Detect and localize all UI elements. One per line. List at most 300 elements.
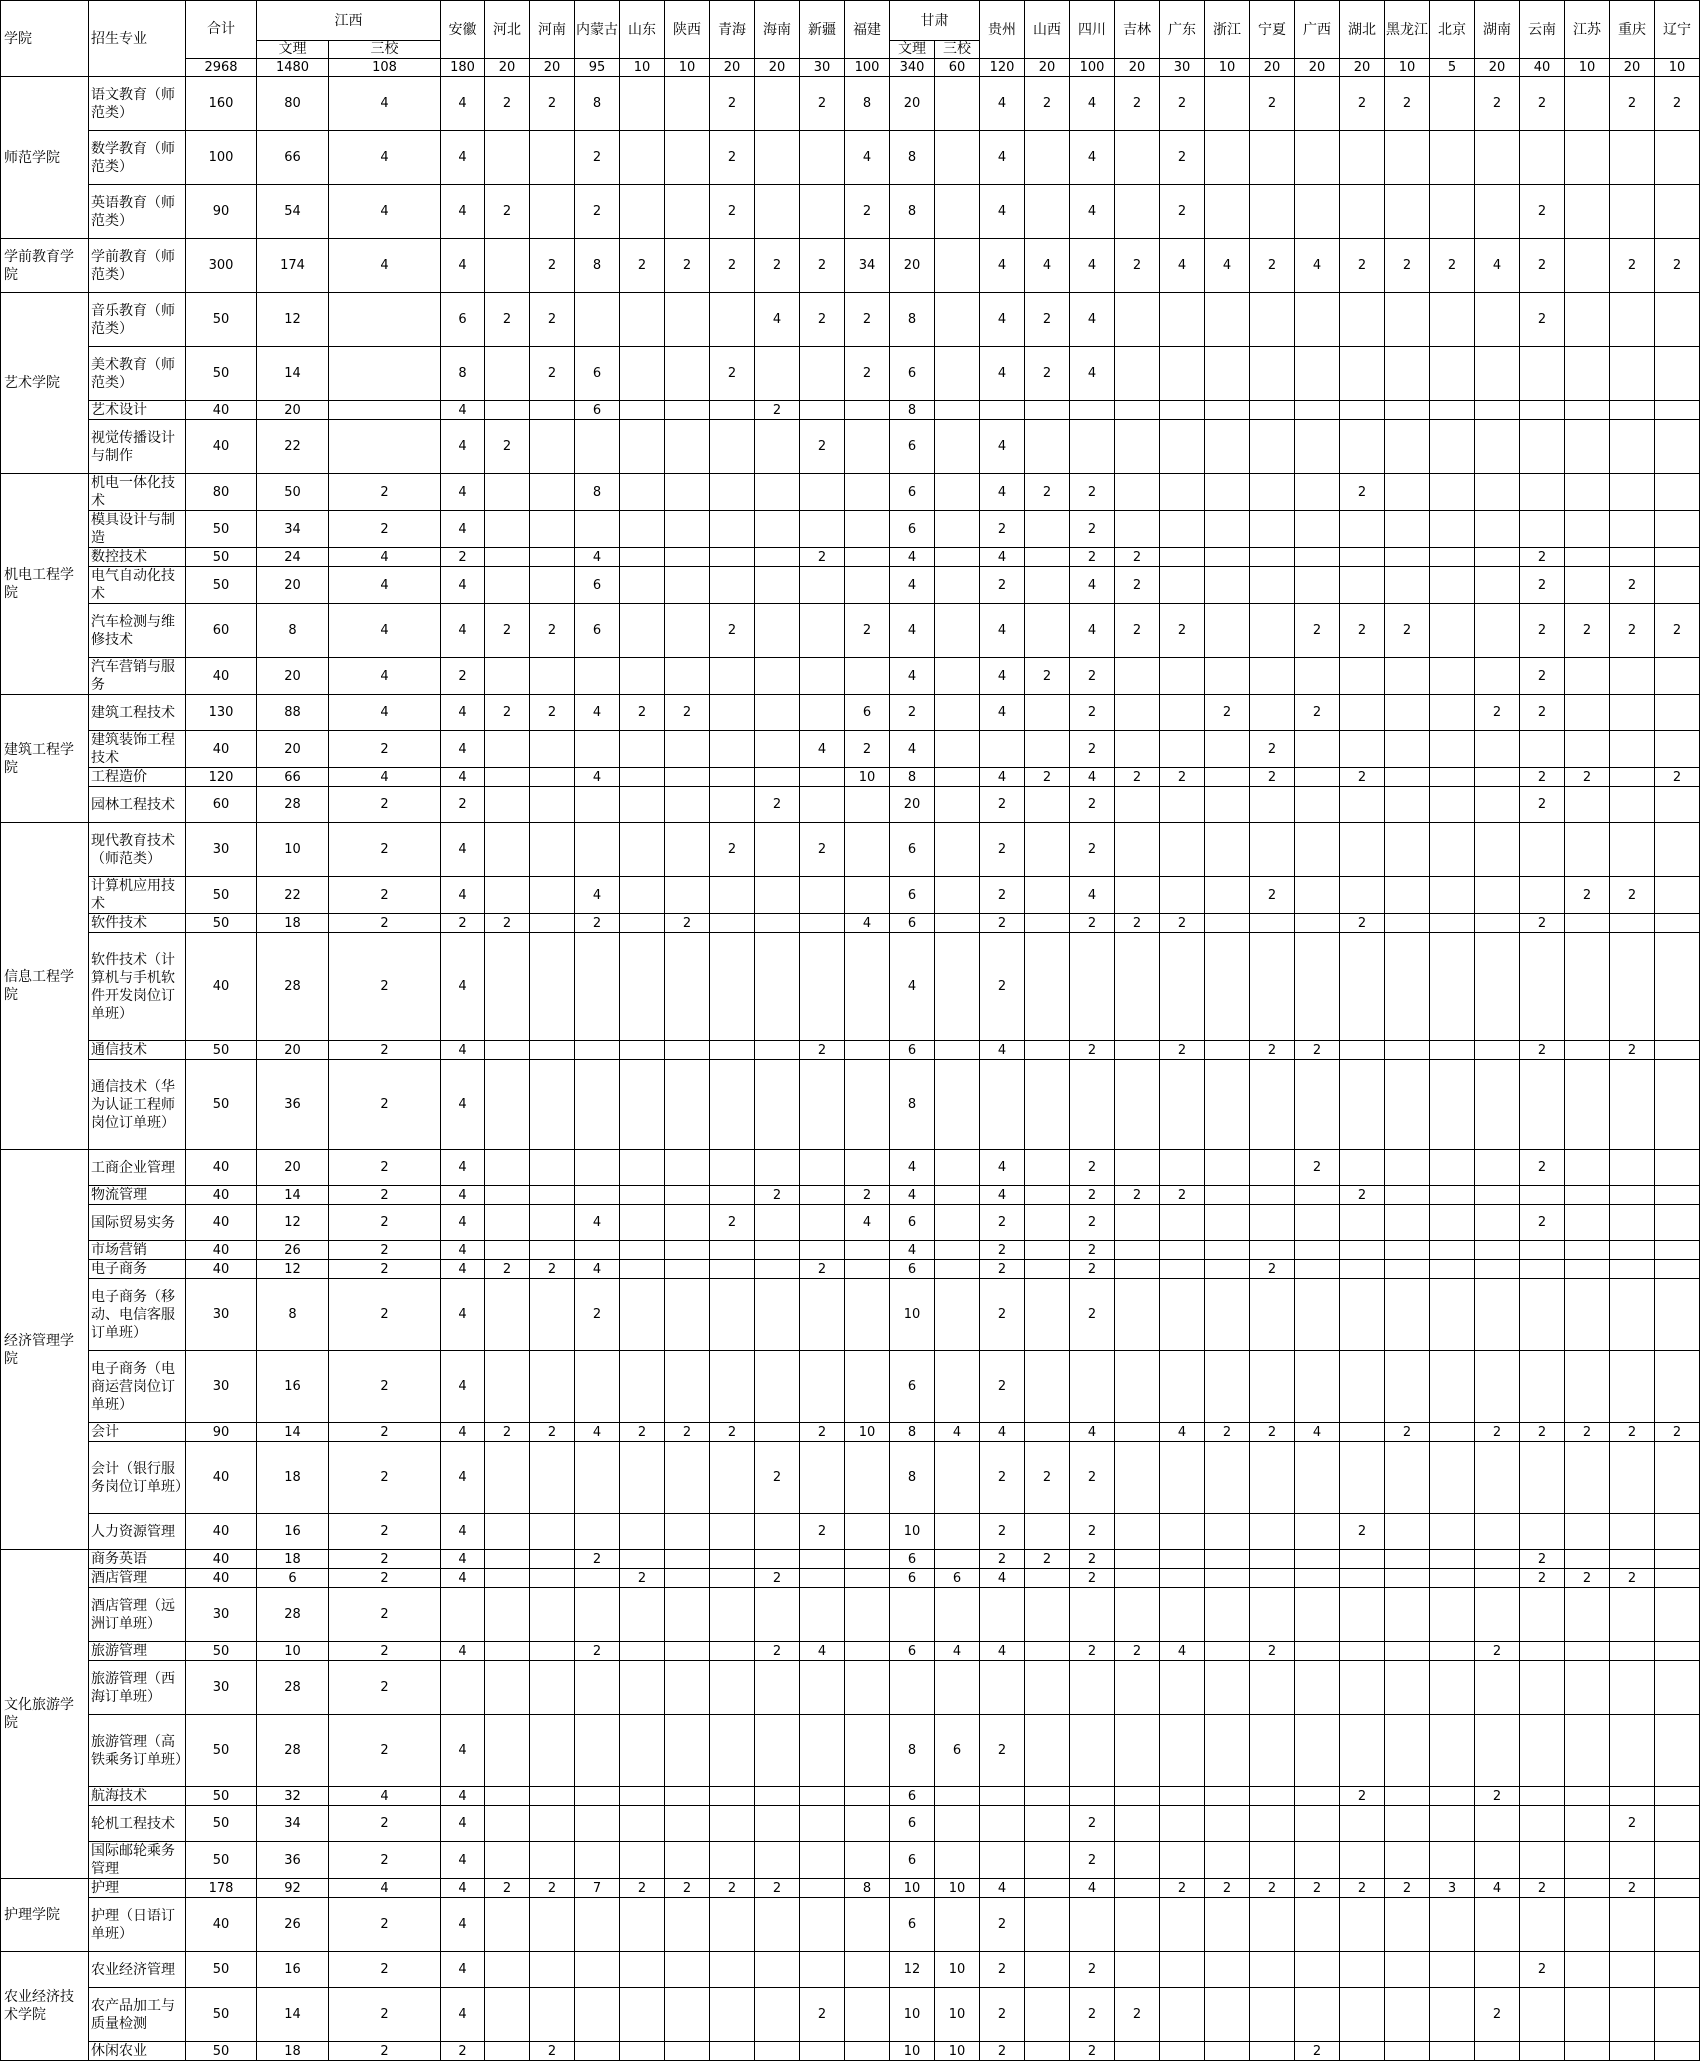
value-cell: 2: [1160, 1879, 1205, 1898]
value-cell: [800, 1569, 845, 1588]
header-row-provinces: [1, 1, 1700, 41]
value-cell: [485, 567, 530, 604]
value-cell: [1475, 1442, 1520, 1514]
value-cell: [710, 1186, 755, 1205]
value-cell: [1565, 511, 1610, 548]
major-name: 学前教育（师范类）: [89, 239, 186, 293]
value-cell: [1070, 1060, 1115, 1150]
value-cell: [980, 1842, 1025, 1879]
value-cell: [1340, 1279, 1385, 1351]
value-cell: [1430, 347, 1475, 401]
value-cell: 2: [1160, 1186, 1205, 1205]
value-cell: [1115, 1442, 1160, 1514]
major-name: 休闲农业: [89, 2042, 186, 2061]
value-cell: 4: [441, 420, 485, 474]
value-cell: [1295, 1952, 1340, 1988]
value-cell: [485, 401, 530, 420]
value-cell: [1385, 474, 1430, 511]
value-cell: [935, 914, 980, 933]
province-12: 贵州: [980, 1, 1025, 59]
value-cell: [620, 768, 665, 787]
value-cell: 4: [800, 1642, 845, 1661]
value-cell: [1205, 1715, 1250, 1787]
value-cell: 34: [257, 1806, 329, 1842]
value-cell: 4: [845, 131, 890, 185]
value-cell: [935, 347, 980, 401]
value-cell: 4: [1475, 239, 1520, 293]
value-cell: [485, 1241, 530, 1260]
value-cell: [620, 1205, 665, 1241]
value-cell: [1610, 1205, 1655, 1241]
value-cell: 2: [1070, 1952, 1115, 1988]
value-cell: [1025, 1041, 1070, 1060]
value-cell: [1250, 1442, 1295, 1514]
value-cell: [1115, 1279, 1160, 1351]
value-cell: 12: [257, 1205, 329, 1241]
value-cell: [1610, 823, 1655, 877]
value-cell: [845, 1550, 890, 1569]
value-cell: 40: [186, 1569, 257, 1588]
value-cell: [755, 1150, 800, 1186]
value-cell: [1115, 1241, 1160, 1260]
value-cell: [1565, 1806, 1610, 1842]
value-cell: 2: [1070, 1514, 1115, 1550]
value-cell: [935, 877, 980, 914]
value-cell: 4: [980, 1569, 1025, 1588]
value-cell: [1475, 1351, 1520, 1423]
value-cell: [1115, 474, 1160, 511]
value-cell: 2: [710, 347, 755, 401]
value-cell: 4: [575, 877, 620, 914]
value-cell: [1655, 658, 1700, 695]
value-cell: 2: [1160, 131, 1205, 185]
value-cell: [1160, 933, 1205, 1041]
value-cell: [620, 1041, 665, 1060]
value-cell: 10: [845, 768, 890, 787]
value-cell: [980, 1806, 1025, 1842]
value-cell: 2: [575, 185, 620, 239]
value-cell: [1205, 2042, 1250, 2061]
value-cell: [755, 658, 800, 695]
value-cell: [1430, 1041, 1475, 1060]
value-cell: [1205, 1588, 1250, 1642]
value-cell: [1655, 1898, 1700, 1952]
table-row: [1, 1806, 1700, 1842]
value-cell: [1610, 1661, 1655, 1715]
value-cell: 14: [257, 347, 329, 401]
value-cell: [710, 1588, 755, 1642]
value-cell: 80: [186, 474, 257, 511]
value-cell: [1520, 1279, 1565, 1351]
value-cell: [935, 401, 980, 420]
value-cell: [530, 1806, 575, 1842]
value-cell: [1115, 1150, 1160, 1186]
value-cell: [1565, 1186, 1610, 1205]
value-cell: 4: [980, 768, 1025, 787]
value-cell: 4: [980, 77, 1025, 131]
value-cell: 2: [755, 787, 800, 823]
value-cell: [620, 1514, 665, 1550]
value-cell: 50: [186, 914, 257, 933]
value-cell: [665, 787, 710, 823]
header-row-quotas: [1, 59, 1700, 77]
major-name: 会计（银行服务岗位订单班）: [89, 1442, 186, 1514]
value-cell: [1025, 1241, 1070, 1260]
value-cell: [710, 1150, 755, 1186]
value-cell: [1475, 933, 1520, 1041]
value-cell: [1115, 2042, 1160, 2061]
value-cell: 4: [329, 695, 441, 731]
value-cell: 2: [575, 1279, 620, 1351]
value-cell: [1025, 604, 1070, 658]
value-cell: [665, 1205, 710, 1241]
value-cell: 2: [1115, 1186, 1160, 1205]
value-cell: [1340, 347, 1385, 401]
value-cell: [1565, 1351, 1610, 1423]
value-cell: 40: [186, 1241, 257, 1260]
value-cell: 4: [980, 474, 1025, 511]
value-cell: [1295, 933, 1340, 1041]
value-cell: [1160, 1898, 1205, 1952]
value-cell: [845, 933, 890, 1041]
quota-cell: 5: [1430, 59, 1475, 77]
value-cell: [1610, 1241, 1655, 1260]
value-cell: [485, 1569, 530, 1588]
value-cell: 6: [890, 420, 935, 474]
value-cell: [1655, 731, 1700, 768]
value-cell: 4: [575, 548, 620, 567]
value-cell: 4: [980, 347, 1025, 401]
value-cell: 20: [257, 658, 329, 695]
value-cell: [1430, 401, 1475, 420]
value-cell: 8: [890, 401, 935, 420]
value-cell: [665, 604, 710, 658]
value-cell: [575, 1514, 620, 1550]
value-cell: 92: [257, 1879, 329, 1898]
value-cell: 2: [1160, 185, 1205, 239]
value-cell: [665, 731, 710, 768]
value-cell: [1565, 401, 1610, 420]
value-cell: 6: [890, 1351, 935, 1423]
value-cell: [1385, 567, 1430, 604]
value-cell: [755, 823, 800, 877]
value-cell: 2: [800, 1041, 845, 1060]
value-cell: [1160, 1842, 1205, 1879]
value-cell: [620, 77, 665, 131]
value-cell: [1430, 823, 1475, 877]
value-cell: [530, 877, 575, 914]
value-cell: [1340, 1988, 1385, 2042]
value-cell: [1160, 658, 1205, 695]
value-cell: [1475, 1514, 1520, 1550]
value-cell: [441, 1661, 485, 1715]
value-cell: [1250, 823, 1295, 877]
value-cell: [1430, 293, 1475, 347]
value-cell: 2: [980, 1205, 1025, 1241]
value-cell: 2: [1250, 1041, 1295, 1060]
value-cell: 2: [755, 1642, 800, 1661]
value-cell: [620, 567, 665, 604]
value-cell: [575, 1241, 620, 1260]
value-cell: 2: [485, 293, 530, 347]
table-row: [1, 420, 1700, 474]
value-cell: [935, 1787, 980, 1806]
value-cell: [1475, 1715, 1520, 1787]
value-cell: 4: [980, 1642, 1025, 1661]
value-cell: [710, 1715, 755, 1787]
value-cell: 2: [800, 823, 845, 877]
value-cell: [1205, 1442, 1250, 1514]
value-cell: [1250, 1241, 1295, 1260]
value-cell: [1565, 1988, 1610, 2042]
value-cell: [1295, 511, 1340, 548]
value-cell: 2: [845, 185, 890, 239]
value-cell: 6: [890, 1260, 935, 1279]
value-cell: [485, 1514, 530, 1550]
value-cell: [800, 474, 845, 511]
major-name: 人力资源管理: [89, 1514, 186, 1550]
quota-cell: 340: [890, 59, 935, 77]
value-cell: 2: [1610, 1879, 1655, 1898]
value-cell: 4: [441, 1514, 485, 1550]
value-cell: 2: [665, 1879, 710, 1898]
value-cell: [665, 1988, 710, 2042]
value-cell: [1385, 511, 1430, 548]
value-cell: [1205, 1186, 1250, 1205]
value-cell: [935, 1279, 980, 1351]
value-cell: [530, 185, 575, 239]
quota-cell: 95: [575, 59, 620, 77]
value-cell: [710, 658, 755, 695]
value-cell: [1295, 1279, 1340, 1351]
province-8: 海南: [755, 1, 800, 59]
value-cell: [980, 1588, 1025, 1642]
value-cell: [935, 731, 980, 768]
value-cell: [1385, 1842, 1430, 1879]
value-cell: [935, 131, 980, 185]
quota-cell: 180: [441, 59, 485, 77]
value-cell: 2: [1115, 604, 1160, 658]
value-cell: [1250, 1588, 1295, 1642]
value-cell: [1565, 1715, 1610, 1787]
value-cell: [665, 877, 710, 914]
value-cell: [1385, 131, 1430, 185]
value-cell: [530, 933, 575, 1041]
value-cell: 4: [441, 1642, 485, 1661]
value-cell: [575, 1588, 620, 1642]
value-cell: 2: [1070, 1041, 1115, 1060]
value-cell: 2: [800, 1988, 845, 2042]
value-cell: [710, 1550, 755, 1569]
value-cell: [1160, 787, 1205, 823]
value-cell: [1385, 293, 1430, 347]
value-cell: [620, 1787, 665, 1806]
value-cell: 6: [890, 914, 935, 933]
value-cell: [1295, 347, 1340, 401]
value-cell: [935, 420, 980, 474]
value-cell: [441, 1588, 485, 1642]
value-cell: [1610, 1060, 1655, 1150]
value-cell: [1475, 1260, 1520, 1279]
value-cell: 2: [980, 877, 1025, 914]
value-cell: [1250, 567, 1295, 604]
value-cell: [1610, 768, 1655, 787]
value-cell: [1340, 1642, 1385, 1661]
value-cell: [575, 1351, 620, 1423]
value-cell: [530, 1442, 575, 1514]
value-cell: 2: [1250, 1879, 1295, 1898]
value-cell: [1025, 1879, 1070, 1898]
major-name: 电子商务（电商运营岗位订单班）: [89, 1351, 186, 1423]
province-27: 辽宁: [1655, 1, 1700, 59]
value-cell: [1655, 567, 1700, 604]
value-cell: [1295, 823, 1340, 877]
value-cell: 2: [329, 1279, 441, 1351]
value-cell: [845, 1279, 890, 1351]
value-cell: [1385, 1442, 1430, 1514]
value-cell: 36: [257, 1060, 329, 1150]
value-cell: [845, 1569, 890, 1588]
value-cell: 2: [1070, 1241, 1115, 1260]
value-cell: [1610, 131, 1655, 185]
value-cell: [1340, 401, 1385, 420]
major-name: 通信技术（华为认证工程师岗位订单班）: [89, 1060, 186, 1150]
value-cell: [1340, 1150, 1385, 1186]
value-cell: 88: [257, 695, 329, 731]
value-cell: [935, 1442, 980, 1514]
value-cell: 2: [1610, 877, 1655, 914]
table-row: [1, 401, 1700, 420]
table-row: [1, 695, 1700, 731]
province-24: 云南: [1520, 1, 1565, 59]
value-cell: [1115, 1898, 1160, 1952]
value-cell: [575, 658, 620, 695]
table-row: [1, 185, 1700, 239]
value-cell: [665, 548, 710, 567]
value-cell: [1430, 567, 1475, 604]
value-cell: [1340, 1241, 1385, 1260]
value-cell: [1205, 1260, 1250, 1279]
province-1: 安徽: [441, 1, 485, 59]
value-cell: 6: [890, 1569, 935, 1588]
value-cell: 4: [441, 1988, 485, 2042]
table-row: [1, 1351, 1700, 1423]
value-cell: 20: [257, 401, 329, 420]
value-cell: 2: [575, 914, 620, 933]
value-cell: 2: [329, 474, 441, 511]
value-cell: [665, 77, 710, 131]
table-row: [1, 914, 1700, 933]
value-cell: [1295, 877, 1340, 914]
value-cell: [755, 1550, 800, 1569]
value-cell: [980, 1787, 1025, 1806]
value-cell: [1160, 1988, 1205, 2042]
table-row: [1, 823, 1700, 877]
value-cell: [1520, 1842, 1565, 1879]
value-cell: 2: [1115, 77, 1160, 131]
value-cell: 2: [1025, 347, 1070, 401]
value-cell: [755, 877, 800, 914]
value-cell: [665, 474, 710, 511]
value-cell: [1205, 1952, 1250, 1988]
value-cell: [710, 768, 755, 787]
major-name: 旅游管理（西海订单班）: [89, 1661, 186, 1715]
value-cell: 4: [441, 1423, 485, 1442]
value-cell: 2: [1070, 1569, 1115, 1588]
value-cell: [710, 695, 755, 731]
value-cell: [1430, 933, 1475, 1041]
value-cell: [1340, 1550, 1385, 1569]
value-cell: [1475, 511, 1520, 548]
value-cell: [575, 1952, 620, 1988]
value-cell: [665, 658, 710, 695]
value-cell: 4: [441, 131, 485, 185]
value-cell: 2: [329, 1588, 441, 1642]
value-cell: [1430, 1351, 1475, 1423]
value-cell: [1385, 1787, 1430, 1806]
value-cell: [620, 474, 665, 511]
value-cell: 2: [665, 914, 710, 933]
value-cell: 4: [1070, 131, 1115, 185]
value-cell: [1025, 1787, 1070, 1806]
value-cell: [935, 695, 980, 731]
value-cell: [1430, 768, 1475, 787]
value-cell: 2: [1520, 567, 1565, 604]
value-cell: [755, 1842, 800, 1879]
value-cell: [1610, 511, 1655, 548]
value-cell: 2: [485, 185, 530, 239]
value-cell: [800, 1879, 845, 1898]
value-cell: [1160, 1351, 1205, 1423]
value-cell: 60: [186, 787, 257, 823]
value-cell: [1160, 511, 1205, 548]
value-cell: [845, 1260, 890, 1279]
value-cell: [1565, 1260, 1610, 1279]
value-cell: 2: [1160, 604, 1205, 658]
value-cell: 2: [1070, 1150, 1115, 1186]
value-cell: [1250, 695, 1295, 731]
value-cell: [1520, 1898, 1565, 1952]
value-cell: [1025, 2042, 1070, 2061]
value-cell: [1565, 567, 1610, 604]
value-cell: 2: [1070, 1550, 1115, 1569]
value-cell: 54: [257, 185, 329, 239]
college-name: 建筑工程学院: [1, 695, 89, 823]
major-name: 语文教育（师范类）: [89, 77, 186, 131]
value-cell: 2: [1520, 1423, 1565, 1442]
value-cell: [1115, 731, 1160, 768]
value-cell: 2: [329, 1514, 441, 1550]
value-cell: 2: [329, 1060, 441, 1150]
table-row: [1, 1715, 1700, 1787]
value-cell: 2: [1115, 1988, 1160, 2042]
table-row: [1, 474, 1700, 511]
value-cell: 2: [1070, 658, 1115, 695]
value-cell: [620, 658, 665, 695]
value-cell: 6: [890, 877, 935, 914]
value-cell: [1250, 548, 1295, 567]
value-cell: 2: [329, 1550, 441, 1569]
value-cell: [935, 1588, 980, 1642]
value-cell: [800, 1150, 845, 1186]
value-cell: [1430, 914, 1475, 933]
table-row: [1, 567, 1700, 604]
value-cell: 50: [186, 347, 257, 401]
value-cell: [1520, 1787, 1565, 1806]
value-cell: [1385, 1806, 1430, 1842]
value-cell: 2: [1430, 239, 1475, 293]
value-cell: [1115, 1060, 1160, 1150]
